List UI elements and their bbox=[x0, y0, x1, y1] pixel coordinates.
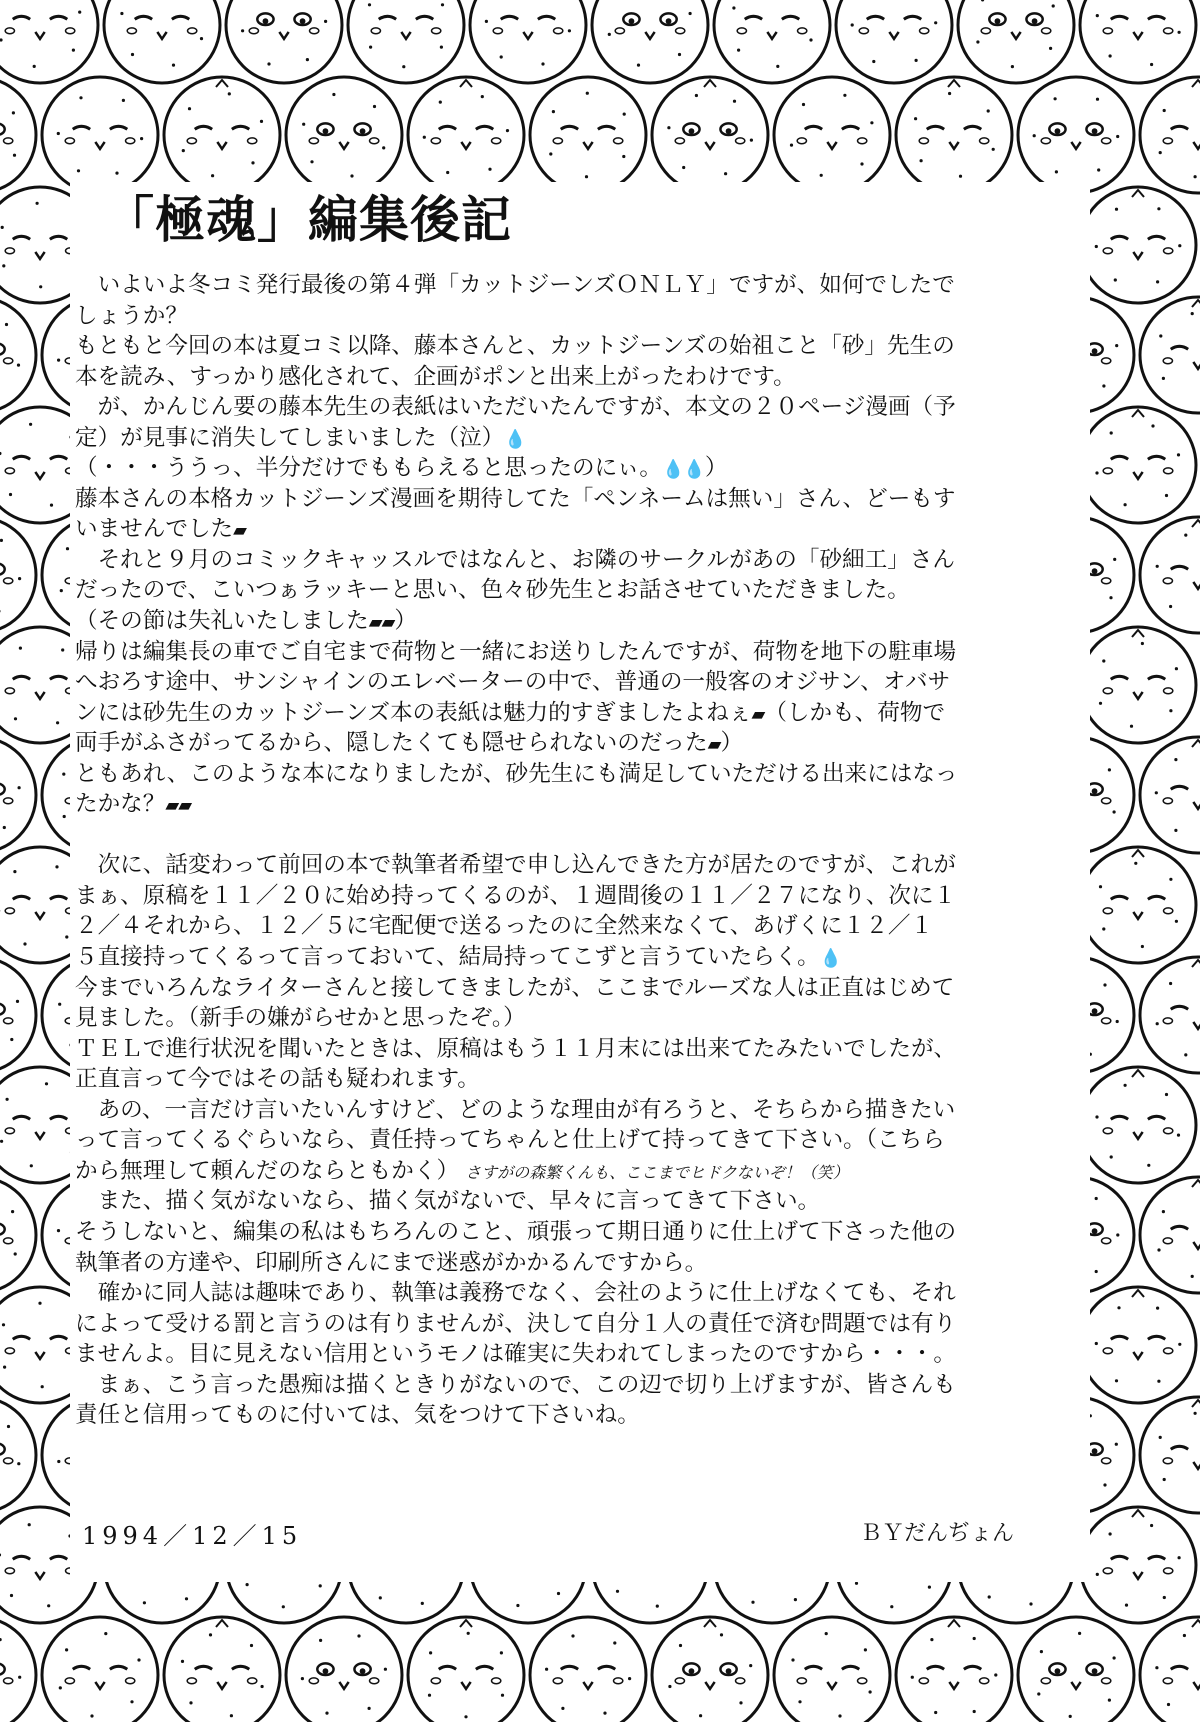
body-line bbox=[75, 1186, 1087, 1217]
dash-mark-icon: ▰ bbox=[233, 520, 246, 542]
body-line bbox=[75, 789, 1087, 820]
body-line bbox=[75, 545, 1087, 576]
body-line bbox=[75, 1400, 1087, 1431]
date-stamp: 1994／12／15 bbox=[82, 1522, 303, 1550]
body-line-text: 帰りは編集長の車でご自宅まで荷物と一緒にお送りしたんですが、荷物を地下の駐車場 bbox=[75, 638, 957, 665]
chick-face-icon bbox=[896, 77, 1012, 193]
chick-face-icon bbox=[530, 77, 646, 193]
body-line-text: また、描く気がないなら、描く気がないで、早々に言ってきて下さい。 bbox=[75, 1188, 821, 1215]
body-line bbox=[75, 1217, 1087, 1248]
body-line-text: 見ました。（新手の嫌がらせかと思ったぞ。） bbox=[75, 1005, 526, 1032]
dash-mark-icon: ▰▰ bbox=[368, 612, 395, 634]
body-line-text: 次に、話変わって前回の本で執筆者希望で申し込んできた方が居たのですが、これが bbox=[75, 852, 956, 879]
body-line-tail: ） bbox=[704, 455, 728, 482]
body-line-text: ンには砂先生のカットジーンズ本の表紙は魅力的すぎましたよねぇ bbox=[75, 699, 752, 726]
chick-face-icon bbox=[286, 1617, 402, 1722]
chick-face-icon bbox=[1140, 517, 1200, 633]
body-line-text: （その節は失礼いたしました bbox=[75, 608, 369, 635]
body-line-text: いませんでした bbox=[75, 516, 234, 543]
chick-face-icon bbox=[42, 1617, 158, 1722]
body-line bbox=[75, 331, 1087, 362]
body-line-tail: ） bbox=[394, 608, 417, 635]
chick-face-icon bbox=[1080, 0, 1196, 83]
body-line bbox=[75, 1278, 1087, 1309]
body-line-text: 両手がふさがってるから、隠したくても隠せられないのだった bbox=[75, 730, 708, 757]
body-line bbox=[75, 362, 1087, 393]
chick-face-icon bbox=[226, 0, 342, 83]
chick-face-icon bbox=[1080, 187, 1196, 303]
body-line bbox=[75, 911, 1087, 942]
body-line-text: 藤本さんの本格カットジーンズ漫画を期待してた「ペンネームは無い」さん、どーもす bbox=[75, 485, 956, 512]
body-line bbox=[75, 1339, 1087, 1370]
body-line bbox=[75, 301, 1087, 332]
body-line bbox=[75, 423, 1087, 454]
chick-face-icon bbox=[896, 1617, 1012, 1722]
dash-mark-icon: ▰▰ bbox=[165, 795, 192, 817]
chick-face-icon bbox=[286, 77, 402, 193]
sweat-drop-icon: 💧💧 bbox=[662, 459, 705, 481]
chick-face-icon bbox=[652, 1617, 768, 1722]
chick-face-icon bbox=[714, 0, 830, 83]
chick-face-icon bbox=[0, 0, 98, 83]
body-line-text: 確かに同人誌は趣味であり、執筆は義務でなく、会社のように仕上げなくても、それ bbox=[75, 1280, 956, 1307]
body-line bbox=[75, 759, 1087, 790]
body-line bbox=[75, 392, 1087, 423]
body-line bbox=[75, 1370, 1087, 1401]
chick-face-icon bbox=[0, 297, 36, 413]
body-line bbox=[75, 1309, 1087, 1340]
body-line bbox=[75, 698, 1087, 729]
chick-face-icon bbox=[1140, 1397, 1200, 1513]
body-line-tail: ） bbox=[720, 730, 744, 757]
chick-face-icon bbox=[1080, 407, 1196, 523]
chick-face-icon bbox=[1080, 1507, 1196, 1623]
sweat-drop-icon: 💧 bbox=[504, 428, 526, 450]
chick-face-icon bbox=[0, 1617, 36, 1722]
body-line bbox=[75, 484, 1087, 515]
body-line bbox=[75, 453, 1087, 484]
chick-face-icon bbox=[1140, 297, 1200, 413]
chick-face-icon bbox=[1140, 77, 1200, 193]
body-line bbox=[75, 1064, 1087, 1095]
body-line bbox=[75, 973, 1087, 1004]
body-line bbox=[75, 942, 1087, 973]
chick-face-icon bbox=[470, 0, 586, 83]
chick-face-icon bbox=[1080, 627, 1196, 743]
handwritten-aside: さすがの森繁くんも、ここまでヒドクないぞ！（笑） bbox=[465, 1162, 849, 1182]
body-line-text: ませんよ。目に見えない信用というモノは確実に失われてしまったのですから・・・。 bbox=[75, 1341, 956, 1368]
body-line bbox=[75, 1156, 1087, 1187]
body-line bbox=[75, 1125, 1087, 1156]
chick-face-icon bbox=[774, 77, 890, 193]
chick-face-icon bbox=[408, 1617, 524, 1722]
chick-face-icon bbox=[1018, 1617, 1134, 1722]
body-line bbox=[75, 606, 1087, 637]
chick-face-icon bbox=[348, 0, 464, 83]
body-line-text: から無理して頼んだのならともかく） bbox=[75, 1157, 460, 1184]
body-line bbox=[75, 1095, 1087, 1126]
body-line-text: 今までいろんなライターさんと接してきましたが、ここまでルーズな人は正直はじめて bbox=[75, 974, 955, 1001]
sweat-drop-icon: 💧 bbox=[819, 948, 842, 970]
body-line bbox=[75, 850, 1087, 881]
chick-face-icon bbox=[104, 0, 220, 83]
chick-face-icon bbox=[1080, 1067, 1196, 1183]
body-line-text: ＴＥＬで進行状況を聞いたときは、原稿はもう１１月末には出来てたみたいでしたが、 bbox=[75, 1035, 957, 1062]
chick-face-icon bbox=[1018, 77, 1134, 193]
body-line bbox=[75, 637, 1087, 668]
body-line-text: ２／４それから、１２／５に宅配便で送るったのに全然来なくて、あげくに１２／１ bbox=[75, 913, 934, 940]
body-line-text: 執筆者の方達や、印刷所さんにまで迷惑がかかるんですから。 bbox=[75, 1249, 708, 1276]
body-line bbox=[75, 575, 1087, 606]
chick-face-icon bbox=[1140, 1177, 1200, 1293]
chick-face-icon bbox=[0, 1177, 36, 1293]
body-line bbox=[75, 1248, 1087, 1279]
afterword-body bbox=[75, 270, 1087, 1431]
chick-face-icon bbox=[1080, 1287, 1196, 1403]
body-line bbox=[75, 728, 1087, 759]
chick-face-icon bbox=[164, 77, 280, 193]
body-line bbox=[75, 270, 1087, 301]
body-line-text: ともあれ、このような本になりましたが、砂先生にも満足していただける出来にはなっ bbox=[75, 760, 958, 787]
body-line-text: いよいよ冬コミ発行最後の第４弾「カットジーンズＯＮＬＹ」ですが、如何でしたで bbox=[75, 272, 955, 298]
chick-face-icon bbox=[42, 77, 158, 193]
body-line-text: が、かんじん要の藤本先生の表紙はいただいたんですが、本文の２０ページ漫画（予 bbox=[75, 394, 956, 421]
chick-face-icon bbox=[774, 1617, 890, 1722]
body-line-text: 定）が見事に消失してしまいました（泣） bbox=[75, 424, 505, 451]
chick-face-icon bbox=[0, 517, 36, 633]
body-line-text: まぁ、こう言った愚痴は描くときりがないので、この辺で切り上げますが、皆さんも bbox=[75, 1371, 956, 1398]
body-line-text: ５直接持ってくるって言っておいて、結局持ってこずと言うていたらく。 bbox=[75, 944, 820, 971]
body-line-text: まぁ、原稿を１１／２０に始め持ってくるのが、１週間後の１１／２７になり、次に１ bbox=[75, 882, 957, 909]
chick-face-icon bbox=[836, 0, 952, 83]
chick-face-icon bbox=[592, 0, 708, 83]
body-line-text: によって受ける罰と言うのは有りませんが、決して自分１人の責任で済む問題では有り bbox=[75, 1310, 957, 1337]
chick-face-icon bbox=[408, 77, 524, 193]
dash-mark-icon: ▰ bbox=[751, 703, 765, 725]
chick-face-icon bbox=[530, 1617, 646, 1722]
body-line-text: へおろす途中、サンシャインのエレベーターの中で、普通の一般客のオジサン、オバサ bbox=[75, 669, 951, 696]
body-line-text: あの、一言だけ言いたいんすけど、どのような理由が有ろうと、そちらから描きたい bbox=[75, 1096, 956, 1123]
chick-face-icon bbox=[1080, 847, 1196, 963]
chick-face-icon bbox=[958, 0, 1074, 83]
body-line-text: たかな？ bbox=[75, 791, 166, 818]
body-line-tail: （しかも、荷物で bbox=[764, 699, 946, 726]
author-signature: ＢＹだんぢょん bbox=[860, 1521, 1015, 1546]
body-line bbox=[75, 820, 1087, 851]
chick-face-icon bbox=[1140, 1617, 1200, 1722]
body-line-text: もともと今回の本は夏コミ以降、藤本さんと、カットジーンズの始祖こと「砂」先生の bbox=[75, 333, 955, 360]
body-line-text: それと９月のコミックキャッスルではなんと、お隣のサークルがあの「砂細工」さん bbox=[75, 546, 956, 573]
body-line bbox=[75, 1003, 1087, 1034]
chick-face-icon bbox=[0, 957, 36, 1073]
dash-mark-icon: ▰ bbox=[707, 734, 721, 756]
body-line-text: って言ってくるぐらいなら、責任持ってちゃんと仕上げて持ってきて下さい。（こちら bbox=[75, 1127, 945, 1154]
chick-face-icon bbox=[1140, 737, 1200, 853]
chick-face-icon bbox=[0, 737, 36, 853]
chick-face-icon bbox=[652, 77, 768, 193]
body-line-text: 責任と信用ってものに付いては、気をつけて下さいね。 bbox=[75, 1402, 640, 1429]
body-line bbox=[75, 1034, 1087, 1065]
body-line-text: だったので、こいつぁラッキーと思い、色々砂先生とお話させていただきました。 bbox=[75, 577, 910, 604]
body-line-text: （・・・ううっ、半分だけでももらえると思ったのにぃ。 bbox=[75, 455, 662, 482]
body-line-text: しょうか？ bbox=[75, 302, 188, 329]
body-line bbox=[75, 881, 1087, 912]
chick-face-icon bbox=[0, 77, 36, 193]
body-line-text: 本を読み、すっかり感化されて、企画がポンと出来上がったわけです。 bbox=[75, 363, 796, 390]
body-line-text: そうしないと、編集の私はもちろんのこと、頑張って期日通りに仕上げて下さった他の bbox=[75, 1218, 957, 1245]
chick-face-icon bbox=[164, 1617, 280, 1722]
page-title: 「極魂」編集後記 bbox=[104, 190, 512, 249]
body-line-text: 正直言って今ではその話も疑われます。 bbox=[75, 1066, 480, 1093]
chick-face-icon bbox=[1140, 957, 1200, 1073]
body-line bbox=[75, 514, 1087, 545]
body-line bbox=[75, 667, 1087, 698]
chick-face-icon bbox=[0, 1397, 36, 1513]
